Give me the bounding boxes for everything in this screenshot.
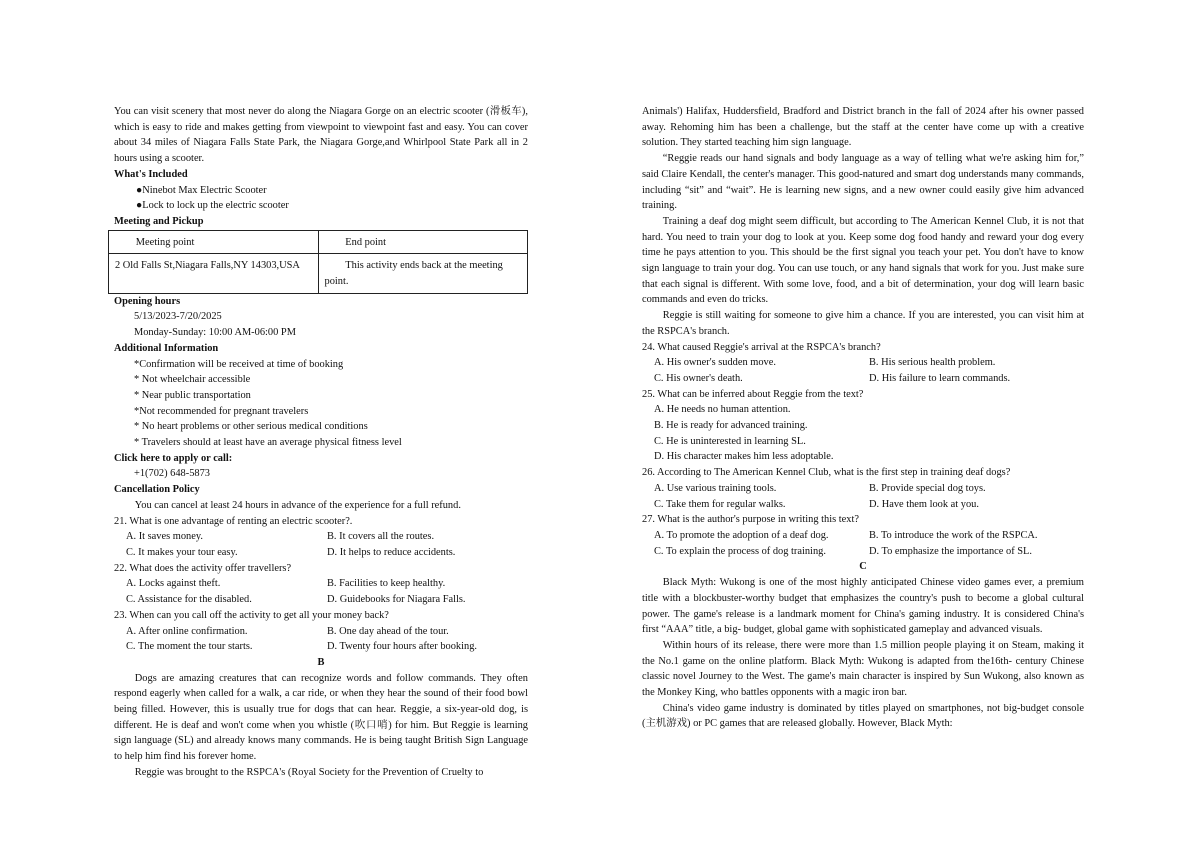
option-b: B. He is ready for advanced training. — [654, 420, 808, 432]
info-item: * Travelers should at least have an average physical fitness level — [134, 437, 402, 449]
option-b: B. Facilities to keep healthy. — [327, 578, 446, 590]
hours-times: Monday-Sunday: 10:00 AM-06:00 PM — [134, 327, 296, 339]
cancel-heading: Cancellation Policy — [114, 484, 200, 496]
hours-dates: 5/13/2023-7/20/2025 — [134, 311, 222, 323]
end-point-header: End point — [318, 230, 528, 254]
question-23: 23. When can you call off the activity to get all your money back? — [114, 609, 389, 621]
options-25 — [642, 402, 1084, 465]
option-d: D. His failure to learn commands. — [869, 372, 1011, 384]
intro-paragraph: You can visit scenery that most never do along the Niagara Gorge on an electric scooter (滑板车), which is easy to ride and makes getting from viewpoint to viewpoint fast and easy. You can cover about 34 miles of Niagara Falls State Park, the Niagara Gorge,and Whirlpool State Park all in 2 hours using a scooter. — [114, 106, 528, 165]
options-26 — [642, 481, 1084, 512]
option-c: C. The moment the tour starts. — [126, 641, 253, 653]
question-24: 24. What caused Reggie's arrival at the RSPCA's branch? — [642, 341, 881, 353]
passage-b-paragraph: Dogs are amazing creatures that can recognize words and follow commands. They often respond eagerly when called for a walk, a car ride, or when they hear the sound of their food bowl being filled. However, this is usually true for dogs that can hear. Reggie, a six-year-old dog, is different. He is deaf and won't come when you whistle (吹口哨) for him. But Reggie is learning sign language (SL) and already knows many commands. He is being taught British Sign Language to help him find his forever home. — [114, 672, 528, 763]
options-22 — [114, 576, 528, 607]
question-21: 21. What is one advantage of renting an electric scooter?. — [114, 515, 353, 527]
option-d: D. It helps to reduce accidents. — [327, 546, 456, 558]
included-heading: What's Included — [114, 168, 188, 180]
option-d: D. To emphasize the importance of SL. — [869, 545, 1032, 557]
option-d: D. His character makes him less adoptable. — [654, 451, 834, 463]
info-item: *Confirmation will be received at time of booking — [134, 358, 344, 370]
hours-heading: Opening hours — [114, 295, 181, 307]
option-a: A. Locks against theft. — [126, 578, 221, 590]
question-26: 26. According to The American Kennel Club, what is the first step in training deaf dogs? — [642, 467, 1011, 479]
meeting-table — [108, 230, 528, 294]
info-item: * No heart problems or other serious medical conditions — [134, 421, 368, 433]
meeting-point-header: Meeting point — [109, 230, 319, 254]
passage-c-paragraph: Black Myth: Wukong is one of the most highly anticipated Chinese video games ever, a premium title with a blockbuster-worthy budget that emphasizes the country's push to become a global cultural power. The game's release is a landmark moment for China's gaming industry. It is considered China's first “AAA” title, a big- budget, global game with sophisticated gameplay and advanced visuals. — [642, 577, 1084, 636]
option-b: B. It covers all the routes. — [327, 531, 435, 543]
left-column — [114, 104, 528, 781]
option-b: B. His serious health problem. — [869, 357, 996, 369]
option-c: C. He is uninterested in learning SL. — [654, 435, 806, 447]
option-b: B. To introduce the work of the RSPCA. — [869, 529, 1038, 541]
question-22: 22. What does the activity offer travellers? — [114, 562, 292, 574]
option-b: B. Provide special dog toys. — [869, 482, 986, 494]
info-item: * Not wheelchair accessible — [134, 374, 251, 386]
option-a: A. To promote the adoption of a deaf dog. — [654, 529, 829, 541]
option-a: A. After online confirmation. — [126, 625, 248, 637]
end-point-text: This activity ends back at the meeting point. — [318, 254, 528, 293]
passage-b-paragraph: Reggie is still waiting for someone to give him a chance. If you are interested, you can visit him at the RSPCA's branch. — [642, 310, 1084, 337]
option-a: A. It saves money. — [126, 531, 203, 543]
option-c: C. To explain the process of dog training. — [654, 545, 826, 557]
option-d: D. Guidebooks for Niagara Falls. — [327, 594, 466, 606]
options-23 — [114, 624, 528, 655]
passage-b-paragraph: Reggie was brought to the RSPCA's (Royal Society for the Prevention of Cruelty to — [134, 766, 484, 778]
options-21 — [114, 529, 528, 560]
option-d: D. Twenty four hours after booking. — [327, 641, 478, 653]
passage-c-paragraph: Within hours of its release, there were more than 1.5 million people playing it on Steam, making it the No.1 game on the online platform. Black Myth: Wukong is adapted from the16th- century Chinese classic novel Journey to the West. The game's main character is inspired by Sun Wukong, also known as the Monkey King, who battles opponents with a magic iron bar. — [642, 639, 1084, 699]
option-b: B. One day ahead of the tour. — [327, 625, 449, 637]
option-c: C. His owner's death. — [654, 372, 743, 384]
option-c: C. Take them for regular walks. — [654, 498, 786, 510]
included-item: ●Lock to lock up the electric scooter — [136, 200, 289, 212]
passage-b-paragraph: Animals') Halifax, Huddersfield, Bradford and District branch in the fall of 2024 after his owner passed away. Rehoming him has been a challenge, but the staff at the center have come up with a creative solution. They started teaching him sign language. — [642, 106, 1084, 149]
option-a: A. His owner's sudden move. — [654, 357, 776, 369]
passage-b-paragraph: “Reggie reads our hand signals and body language as a way of telling what we're asking him for,” said Claire Kendall, the center's manager. This good-natured and smart dog understands many commands, including “sit” and “wait”. He is learning new signs, and a new owner could easily give him advanced training. — [642, 153, 1084, 212]
section-b-heading: B — [317, 656, 325, 668]
info-item: *Not recommended for pregnant travelers — [134, 405, 309, 417]
passage-c-paragraph: China's video game industry is dominated by titles played on smartphones, not big-budget console (主机游戏) or PC games that are released globally. However, Black Myth: — [642, 702, 1084, 730]
section-c-heading: C — [859, 561, 867, 573]
passage-b-paragraph: Training a deaf dog might seem difficult, but according to The American Kennel Club, it is not that hard. You need to train your dog to look at you. Keep some dog food handy and reward your dog every time he pays attention to you. This should be the first signal you teach your pet. You don't have to know sign language to train your dog. You can use touch, or any hand signals that work for you. Just make sure that each signal is different. With some love, food, and a bit of determination, your dog will learn basic commands and even do tricks. — [642, 215, 1084, 306]
question-27: 27. What is the author's purpose in writing this text? — [642, 514, 859, 526]
question-25: 25. What can be inferred about Reggie from the text? — [642, 388, 864, 400]
option-d: D. Have them look at you. — [869, 498, 979, 510]
options-24 — [642, 355, 1084, 386]
info-heading: Additional Information — [114, 342, 219, 354]
meeting-heading: Meeting and Pickup — [114, 215, 204, 227]
option-c: C. It makes your tour easy. — [126, 546, 238, 558]
meeting-point-address: 2 Old Falls St,Niagara Falls,NY 14303,USA — [109, 254, 319, 293]
cancel-text: You can cancel at least 24 hours in advance of the experience for a full refund. — [134, 499, 461, 511]
phone-number: +1(702) 648-5873 — [134, 468, 210, 480]
option-a: A. He needs no human attention. — [654, 404, 791, 416]
option-a: A. Use various training tools. — [654, 482, 777, 494]
options-27 — [642, 528, 1084, 559]
right-column — [642, 104, 1084, 732]
apply-heading: Click here to apply or call: — [114, 452, 233, 464]
option-c: C. Assistance for the disabled. — [126, 594, 252, 606]
info-item: * Near public transportation — [134, 389, 251, 401]
included-item: ●Ninebot Max Electric Scooter — [136, 184, 267, 196]
